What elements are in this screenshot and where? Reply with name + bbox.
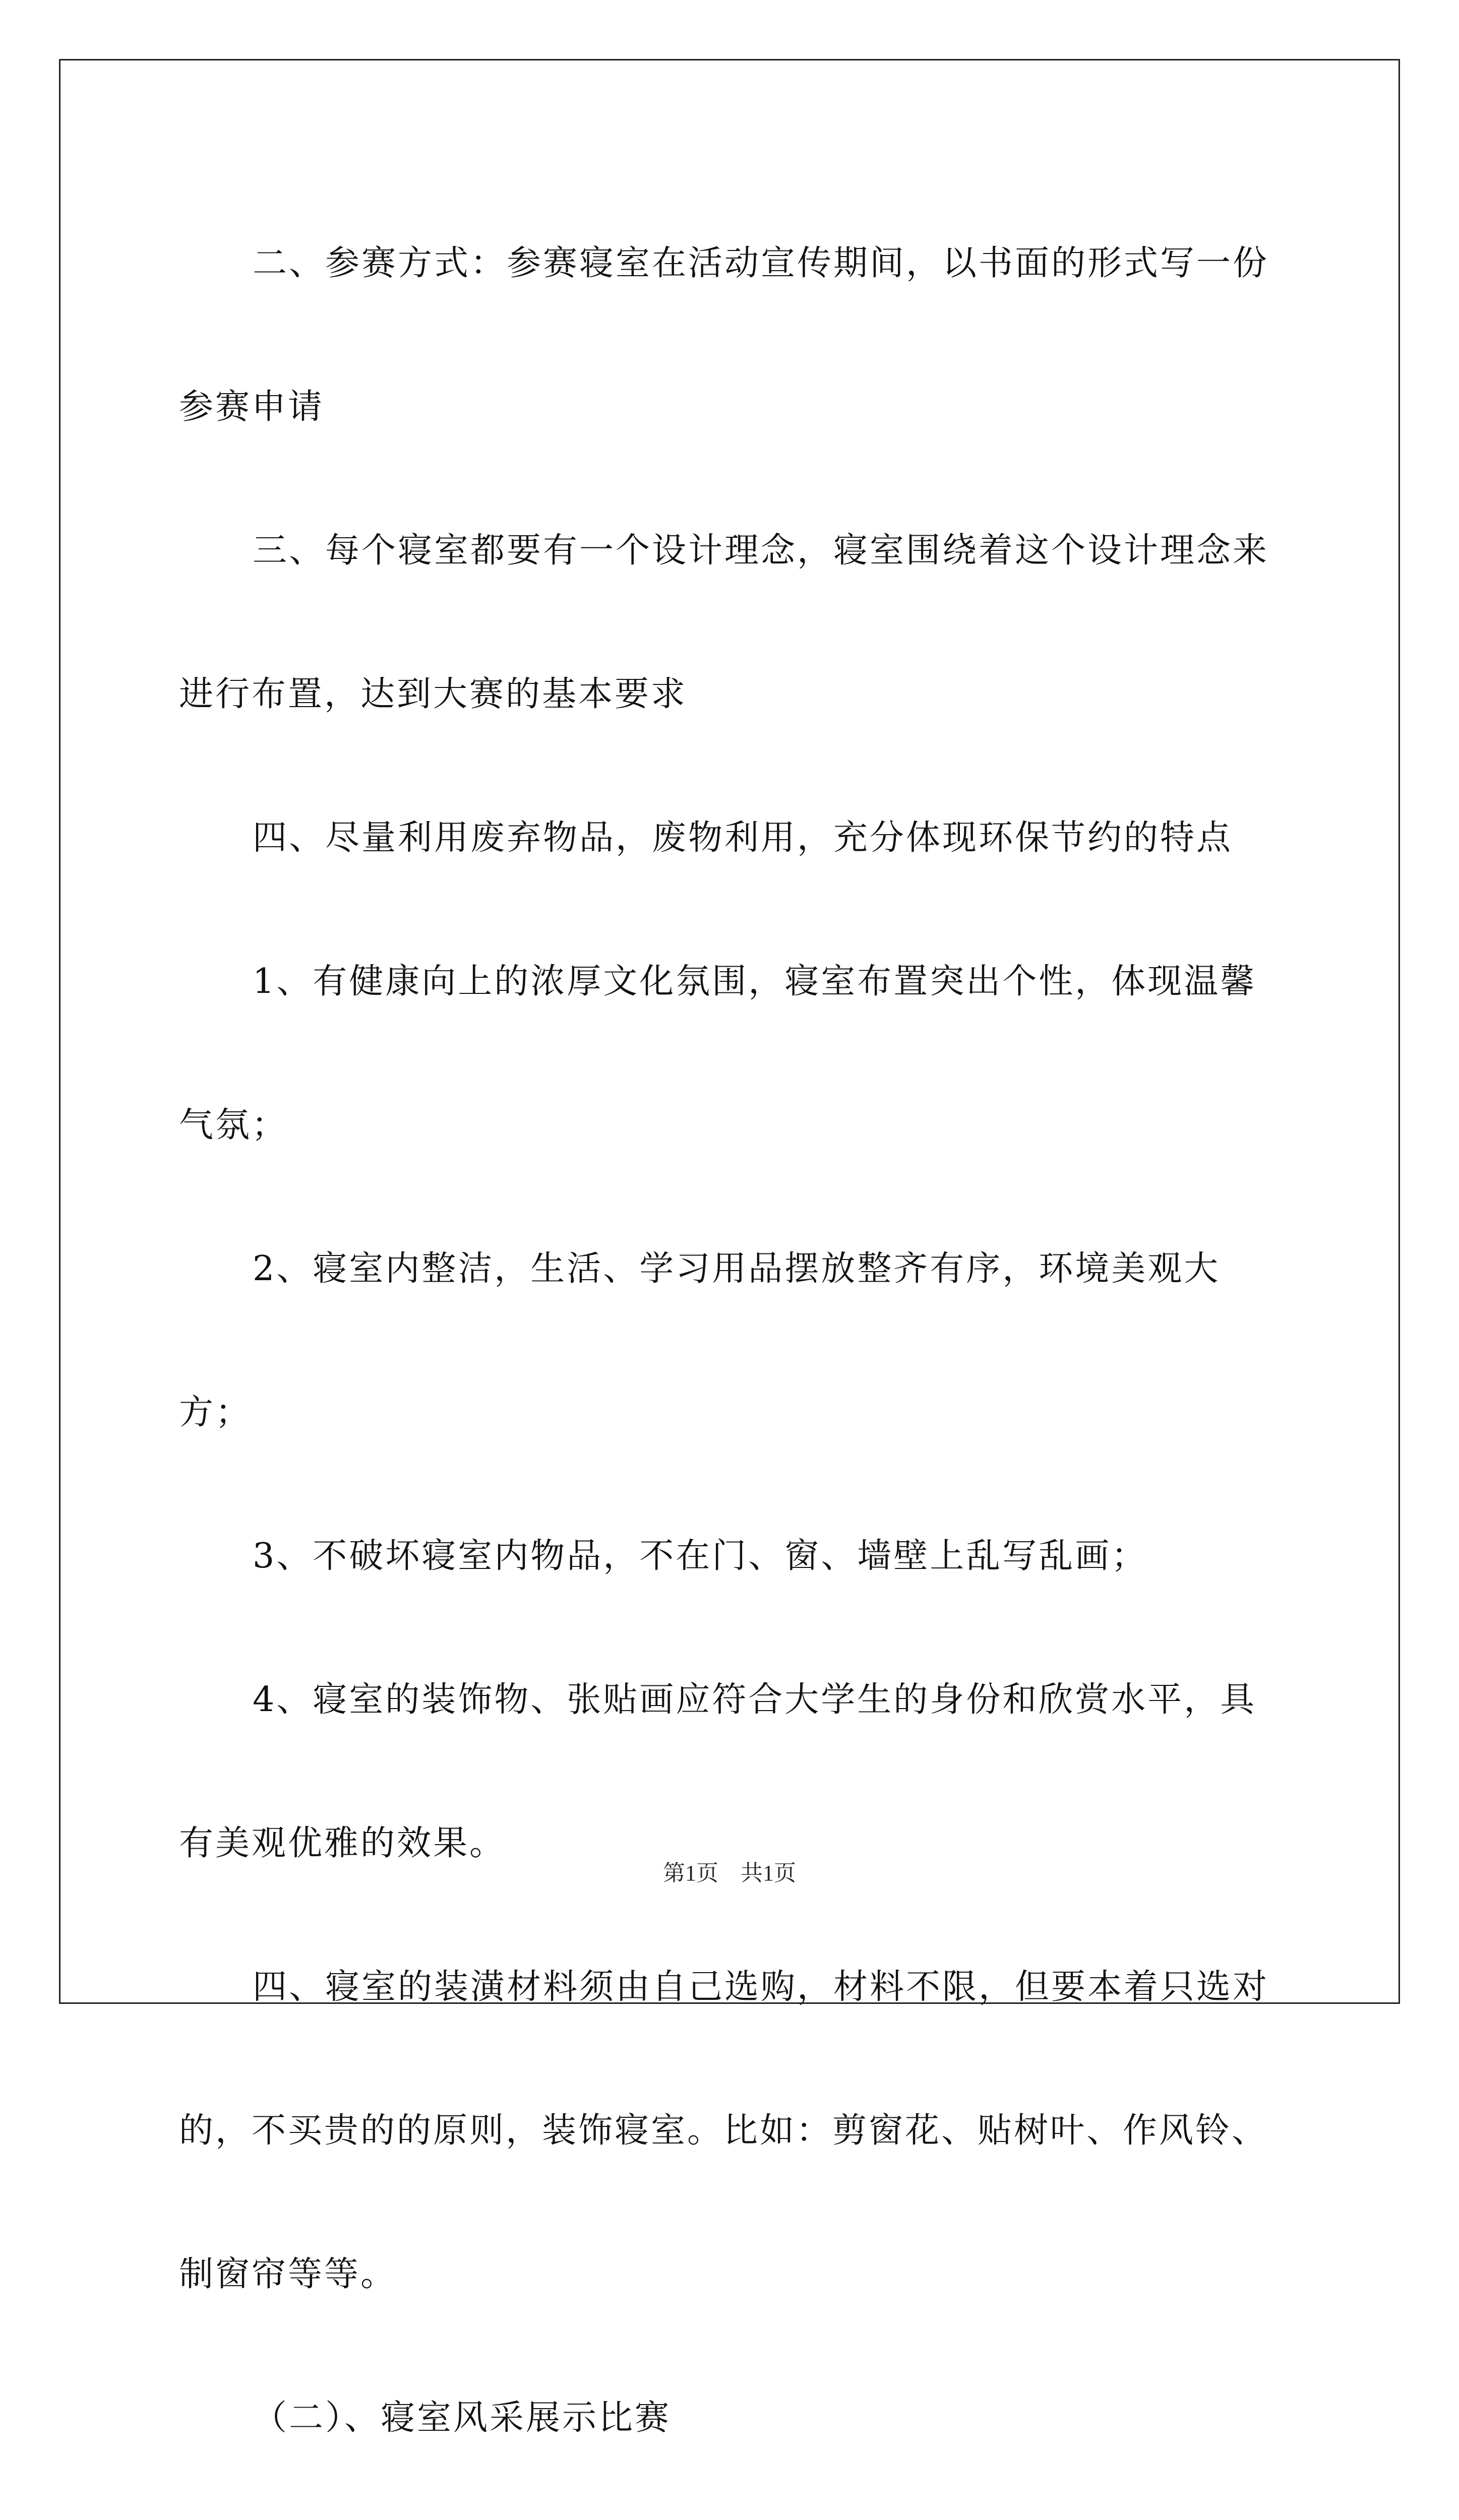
paragraph-recycling: 四、尽量利用废弃物品，废物利用，充分体现环保节约的特点 xyxy=(253,818,1233,858)
paragraph-design-concept: 三、每个寝室都要有一个设计理念，寝室围绕着这个设计理念来进行布置，达到大赛的基本要求 xyxy=(179,531,1269,714)
paragraph-registration xyxy=(179,2490,1278,2520)
list-item-no-damage: 3、不破坏寝室内物品，不在门、窗、墙壁上乱写乱画； xyxy=(253,1536,1148,1576)
list-item-decorations: 4、寝室的装饰物、张贴画应符合大学生的身份和欣赏水平，具有美观优雅的效果。 xyxy=(179,1680,1257,1863)
paragraph-materials: 四、寝室的装潢材料须由自己选购，材料不限，但要本着只选对的，不买贵的的原则，装饰寝室。比如：剪窗花、贴树叶、作风铃、制窗帘等等。 xyxy=(179,1967,1269,2294)
list-item-tidiness: 2、寝室内整洁，生活、学习用品摆放整齐有序，环境美观大方； xyxy=(179,1249,1221,1432)
paragraph-participation-method: 二、参赛方式：参赛寝室在活动宣传期间，以书面的形式写一份参赛申请 xyxy=(179,243,1269,427)
document-body xyxy=(179,192,1278,2520)
section-heading-showcase: （二）、寝室风采展示比赛 xyxy=(253,2398,672,2438)
page-number-footer: 第1页 共1页 xyxy=(663,1861,796,1885)
list-item-culture: 1、有健康向上的浓厚文化氛围，寝室布置突出个性，体现温馨气氛； xyxy=(179,962,1257,1145)
